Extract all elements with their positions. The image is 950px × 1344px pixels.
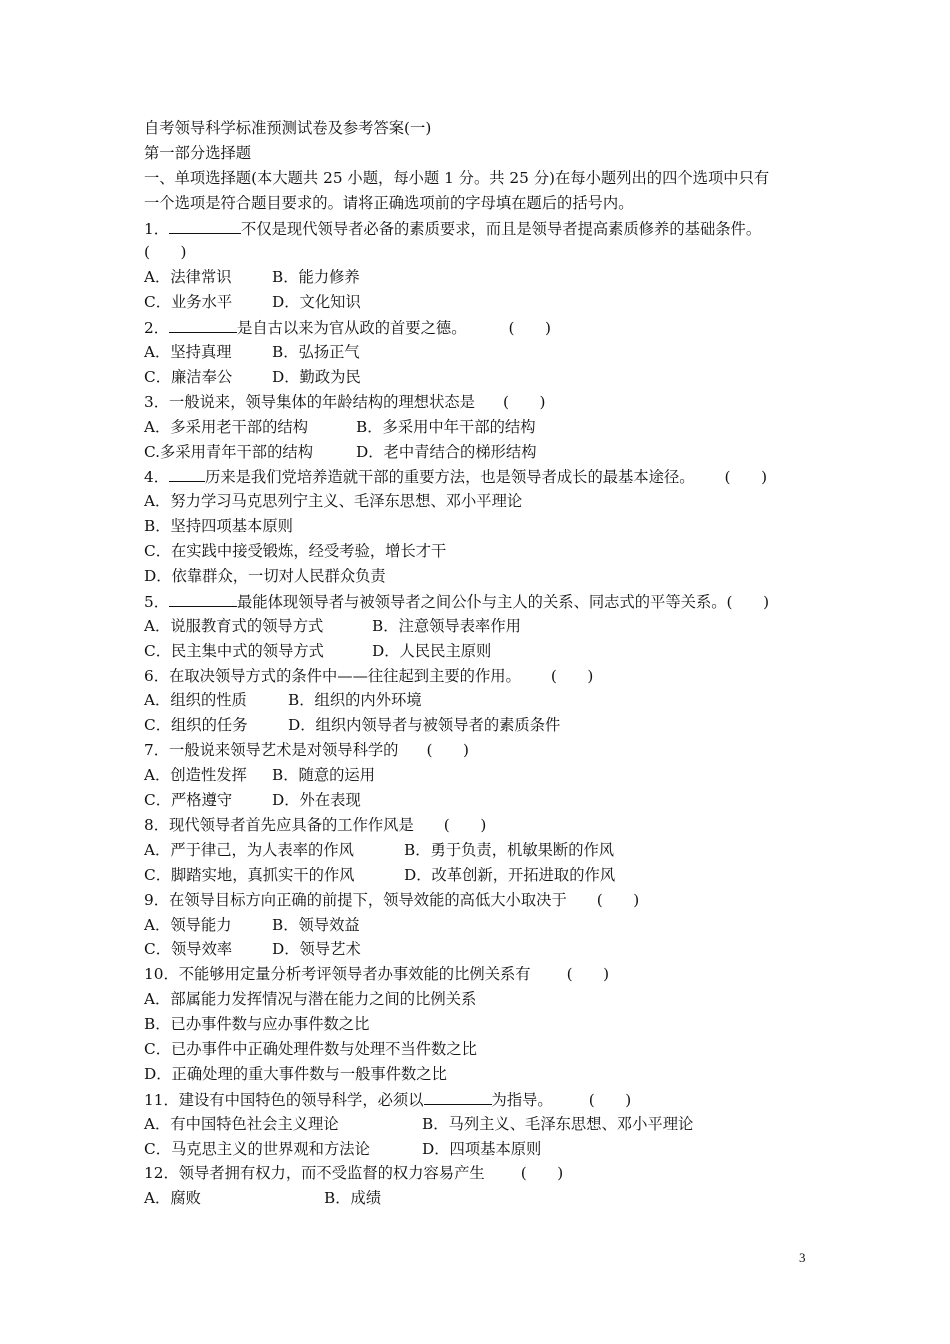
answer-bracket: ( ) bbox=[726, 592, 770, 611]
question-9: 9．在领导目标方向正确的前提下，领导效能的高低大小取决于 ( ) bbox=[144, 890, 640, 909]
answer-bracket: ( ) bbox=[588, 1090, 632, 1109]
options-row: C．廉洁奉公 D．勤政为民 bbox=[144, 367, 361, 386]
part-heading: 第一部分选择题 bbox=[144, 143, 252, 162]
answer-blank bbox=[169, 216, 241, 234]
option-d: D．正确处理的重大事件数与一般事件数之比 bbox=[144, 1064, 447, 1083]
answer-blank bbox=[169, 464, 205, 482]
option-a: A．部属能力发挥情况与潜在能力之间的比例关系 bbox=[144, 990, 477, 1009]
options-row: A．说服教育式的领导方式 B．注意领导表率作用 bbox=[144, 616, 521, 635]
options-row: A．多采用老干部的结构 B．多采用中年干部的结构 bbox=[144, 417, 536, 436]
answer-bracket: ( ) bbox=[508, 319, 552, 338]
options-row: C．严格遵守 D．外在表现 bbox=[144, 791, 361, 810]
option-c: C．在实践中接受锻炼，经受考验，增长才干 bbox=[144, 542, 447, 561]
instructions-line-1: 一、单项选择题(本大题共 25 小题，每小题 1 分。共 25 分)在每小题列出的四个选项中只有 bbox=[144, 168, 770, 187]
question-2: 2． 是自古以来为官从政的首要之德。 ( ) bbox=[144, 315, 814, 340]
page-number: 3 bbox=[799, 1250, 806, 1265]
answer-bracket: ( ) bbox=[550, 666, 594, 685]
document-body bbox=[144, 116, 814, 1211]
options-row: A．法律常识 B．能力修养 bbox=[144, 268, 360, 287]
options-row: A．组织的性质 B．组织的内外环境 bbox=[144, 691, 422, 710]
question-12: 12．领导者拥有权力，而不受监督的权力容易产生 ( ) bbox=[144, 1164, 564, 1183]
question-4: 4． 历来是我们党培养造就干部的重要方法，也是领导者成长的最基本途径。 ( ) bbox=[144, 464, 814, 489]
options-row: C．组织的任务 D．组织内领导者与被领导者的素质条件 bbox=[144, 716, 561, 735]
answer-blank bbox=[169, 315, 237, 333]
answer-bracket: ( ) bbox=[144, 243, 187, 262]
options-row: C．脚踏实地，真抓实干的作风 D．改革创新，开拓进取的作风 bbox=[144, 865, 616, 884]
question-6: 6．在取决领导方式的条件中——往往起到主要的作用。 ( ) bbox=[144, 666, 594, 685]
options-row: A．有中国特色社会主义理论 B．马列主义、毛泽东思想、邓小平理论 bbox=[144, 1114, 694, 1133]
options-row: A．严于律己，为人表率的作风 B．勇于负责，机敏果断的作风 bbox=[144, 840, 615, 859]
options-row: C．马克思主义的世界观和方法论 D．四项基本原则 bbox=[144, 1139, 542, 1158]
question-3: 3．一般说来，领导集体的年龄结构的理想状态是 ( ) bbox=[144, 392, 546, 411]
question-10: 10．不能够用定量分析考评领导者办事效能的比例关系有 ( ) bbox=[144, 965, 610, 984]
options-row: C．业务水平 D．文化知识 bbox=[144, 293, 361, 312]
options-row: C.多采用青年干部的结构 D．老中青结合的梯形结构 bbox=[144, 442, 537, 461]
answer-bracket: ( ) bbox=[426, 741, 470, 760]
question-1: 1． 不仅是现代领导者必备的素质要求，而且是领导者提高素质修养的基础条件。 bbox=[144, 216, 814, 241]
answer-bracket: ( ) bbox=[443, 815, 487, 834]
option-c: C．已办事件中正确处理件数与处理不当件数之比 bbox=[144, 1039, 477, 1058]
options-row: C．民主集中式的领导方式 D．人民民主原则 bbox=[144, 641, 492, 660]
answer-bracket: ( ) bbox=[724, 468, 768, 487]
options-row: A．腐败 B．成绩 bbox=[144, 1189, 382, 1208]
option-b: B．已办事件数与应办事件数之比 bbox=[144, 1015, 370, 1034]
option-a: A．努力学习马克思列宁主义、毛泽东思想、邓小平理论 bbox=[144, 492, 523, 511]
options-row: C．领导效率 D．领导艺术 bbox=[144, 940, 361, 959]
question-8: 8．现代领导者首先应具备的工作作风是 ( ) bbox=[144, 815, 487, 834]
question-11: 11．建设有中国特色的领导科学，必须以 为指导。 ( ) bbox=[144, 1087, 814, 1112]
options-row: A．领导能力 B．领导效益 bbox=[144, 915, 360, 934]
option-b: B．坚持四项基本原则 bbox=[144, 517, 293, 536]
answer-bracket: ( ) bbox=[502, 392, 546, 411]
answer-bracket: ( ) bbox=[596, 890, 640, 909]
answer-bracket: ( ) bbox=[520, 1164, 564, 1183]
options-row: A．创造性发挥 B．随意的运用 bbox=[144, 766, 376, 785]
options-row: A．坚持真理 B．弘扬正气 bbox=[144, 343, 360, 362]
instructions-line-2: 一个选项是符合题目要求的。请将正确选项前的字母填在题后的括号内。 bbox=[144, 193, 634, 212]
question-7: 7．一般说来领导艺术是对领导科学的 ( ) bbox=[144, 741, 470, 760]
option-d: D．依靠群众，一切对人民群众负责 bbox=[144, 567, 386, 586]
answer-blank bbox=[424, 1087, 492, 1105]
answer-bracket: ( ) bbox=[566, 965, 610, 984]
question-5: 5． 最能体现领导者与被领导者之间公仆与主人的关系、同志式的平等关系。( ) bbox=[144, 589, 814, 614]
answer-blank bbox=[169, 589, 237, 607]
document-title: 自考领导科学标准预测试卷及参考答案(一) bbox=[144, 119, 432, 137]
